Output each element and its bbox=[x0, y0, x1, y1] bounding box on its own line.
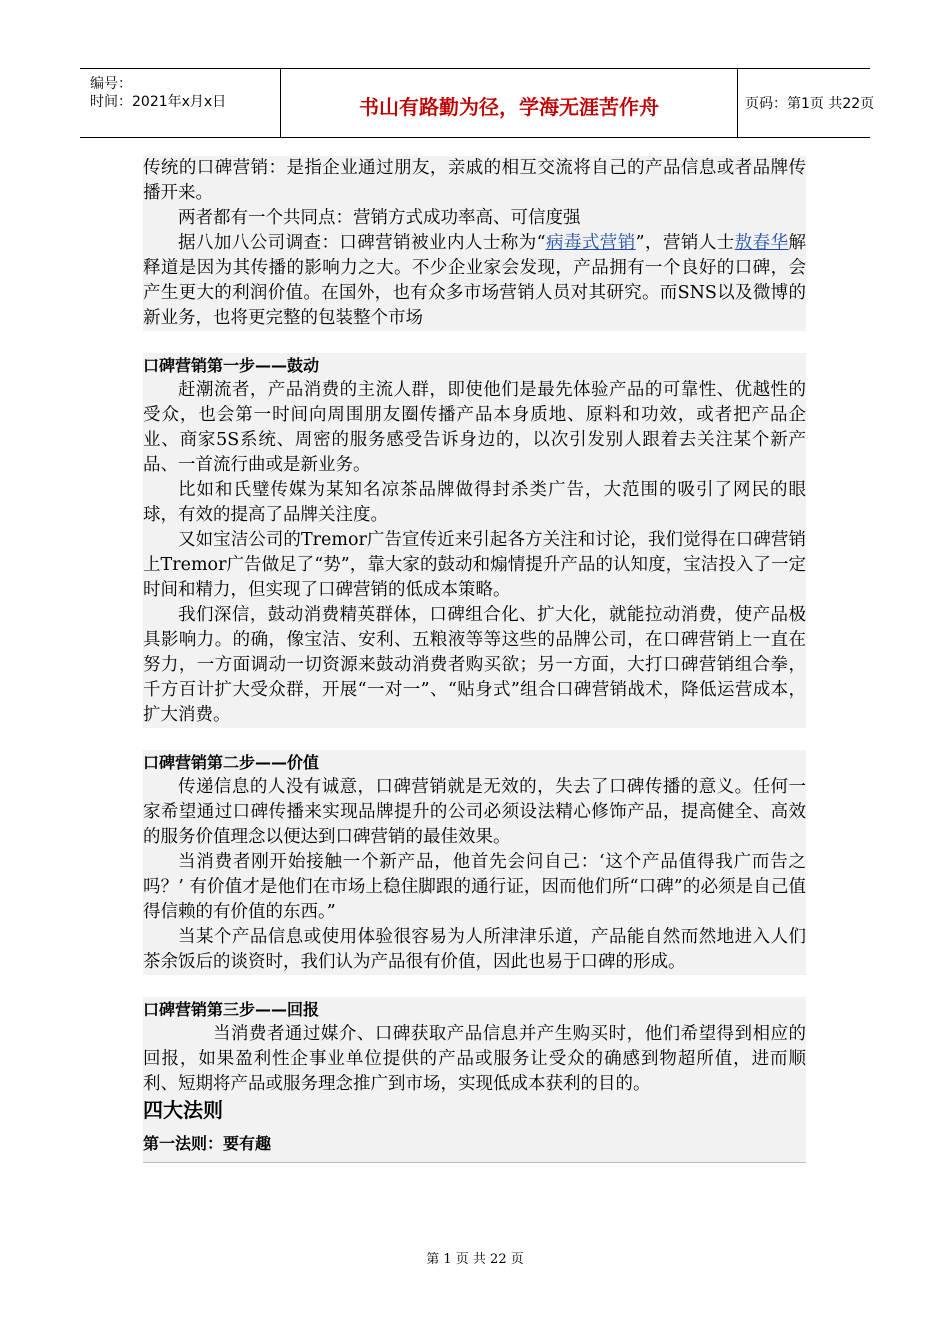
step-three-section bbox=[143, 997, 806, 1163]
paragraph-with-links bbox=[143, 231, 806, 331]
step-two-section bbox=[143, 750, 806, 975]
paragraph: 当消费者刚开始接触一个新产品，他首先会问自己：‘这个产品值得我广而告之吗？’ 有价值才是他们在市场上稳住脚跟的通行证，因而他们所“口碑”的必须是自己值得信赖的有价值的东西。” bbox=[143, 852, 806, 922]
header-motto-cell bbox=[280, 69, 738, 137]
header-table bbox=[80, 68, 875, 138]
header-info-cell bbox=[80, 69, 280, 137]
section-gap bbox=[143, 728, 806, 750]
viral-marketing-link[interactable]: 病毒式营销 bbox=[545, 233, 636, 253]
section-heading: 口碑营销第三步——回报 bbox=[143, 1000, 320, 1019]
paragraph: 赶潮流者，产品消费的主流人群，即使他们是最先体验产品的可靠性、优越性的受众，也会第一时间向周围朋友圈传播产品本身质地、原料和功效，或者把产品企业、商家5S系统、周密的服务感受告诉身边的，以次引发别人跟着去关注某个新产品、一首流行曲或是新业务。 bbox=[143, 380, 806, 475]
section-gap bbox=[143, 975, 806, 997]
section-heading-large: 四大法则 bbox=[143, 1098, 223, 1122]
paragraph: 我们深信，鼓动消费精英群体，口碑组合化、扩大化，就能拉动消费，使产品极具影响力。的确，像宝洁、安利、五粮液等等这些的品牌公司，在口碑营销上一直在努力，一方面调动一切资源来鼓动消费者购买欲；另一方面，大打口碑营销组合拳，千方百计扩大受众群，开展“一对一”、“贴身式”组合口碑营销战术，降低运营成本，扩大消费。 bbox=[143, 605, 806, 725]
header-page-cell bbox=[737, 69, 875, 137]
section-gap bbox=[143, 331, 806, 353]
page-footer: 第 1 页 共 22 页 bbox=[426, 1252, 524, 1267]
person-name-link[interactable]: 敖春华 bbox=[734, 233, 789, 253]
paragraph: 当某个产品信息或使用体验很容易为人所津津乐道，产品能自然而然地进入人们茶余饭后的谈资时，我们认为产品很有价值，因此也易于口碑的形成。 bbox=[143, 927, 806, 972]
paragraph: 当消费者通过媒介、口碑获取产品信息并产生购买时，他们希望得到相应的回报，如果盈利性企事业单位提供的产品或服务让受众的确感到物超所值，进而顺利、短期将产品或服务理念推广到市场，实现低成本获利的目的。 bbox=[143, 1024, 806, 1094]
paragraph-text: 据八加八公司调查：口碑营销被业内人士称为“ bbox=[178, 233, 546, 253]
divider bbox=[143, 1156, 806, 1163]
section-heading: 口碑营销第一步——鼓动 bbox=[143, 356, 320, 375]
paragraph: 传递信息的人没有诚意，口碑营销就是无效的，失去了口碑传播的意义。任何一家希望通过口碑传播来实现品牌提升的公司必须设法精心修饰产品，提高健全、高效的服务价值理念以便达到口碑营销的最佳效果。 bbox=[143, 777, 806, 847]
document-number-label: 编号： bbox=[90, 76, 132, 92]
paragraph: 传统的口碑营销：是指企业通过朋友，亲戚的相互交流将自己的产品信息或者品牌传播开来。 bbox=[143, 158, 806, 203]
header-page-number: 页码：第1页 共22页 bbox=[745, 96, 875, 112]
document-body bbox=[143, 156, 806, 1163]
paragraph-text: 解释道是因为其传播的影响力之大。不少企业家会发现，产品拥有一个良好的口碑，会产生更大的利润价值。在国外，也有众多市场营销人员对其研究。而SNS以及微博的新业务，也将更完整的包装整个市场 bbox=[143, 233, 807, 328]
paragraph: 两者都有一个共同点：营销方式成功率高、可信度强 bbox=[178, 208, 581, 228]
intro-section bbox=[143, 156, 806, 331]
subsection-heading: 第一法则：要有趣 bbox=[143, 1134, 272, 1153]
paragraph: 比如和氏璧传媒为某知名凉茶品牌做得封杀类广告，大范围的吸引了网民的眼球，有效的提高了品牌关注度。 bbox=[143, 480, 806, 525]
step-one-section bbox=[143, 353, 806, 728]
header-motto: 书山有路勤为径，学海无涯苦作舟 bbox=[359, 95, 659, 119]
paragraph-text: ”，营销人士 bbox=[635, 233, 735, 253]
document-time-label: 时间：2021年x月x日 bbox=[90, 94, 227, 110]
section-heading: 口碑营销第二步——价值 bbox=[143, 753, 320, 772]
paragraph: 又如宝洁公司的Tremor广告宣传近来引起各方关注和讨论，我们觉得在口碑营销上Tremor广告做足了“势”，靠大家的鼓动和煽情提升产品的认知度，宝洁投入了一定时间和精力，但实现了口碑营销的低成本策略。 bbox=[143, 530, 806, 600]
